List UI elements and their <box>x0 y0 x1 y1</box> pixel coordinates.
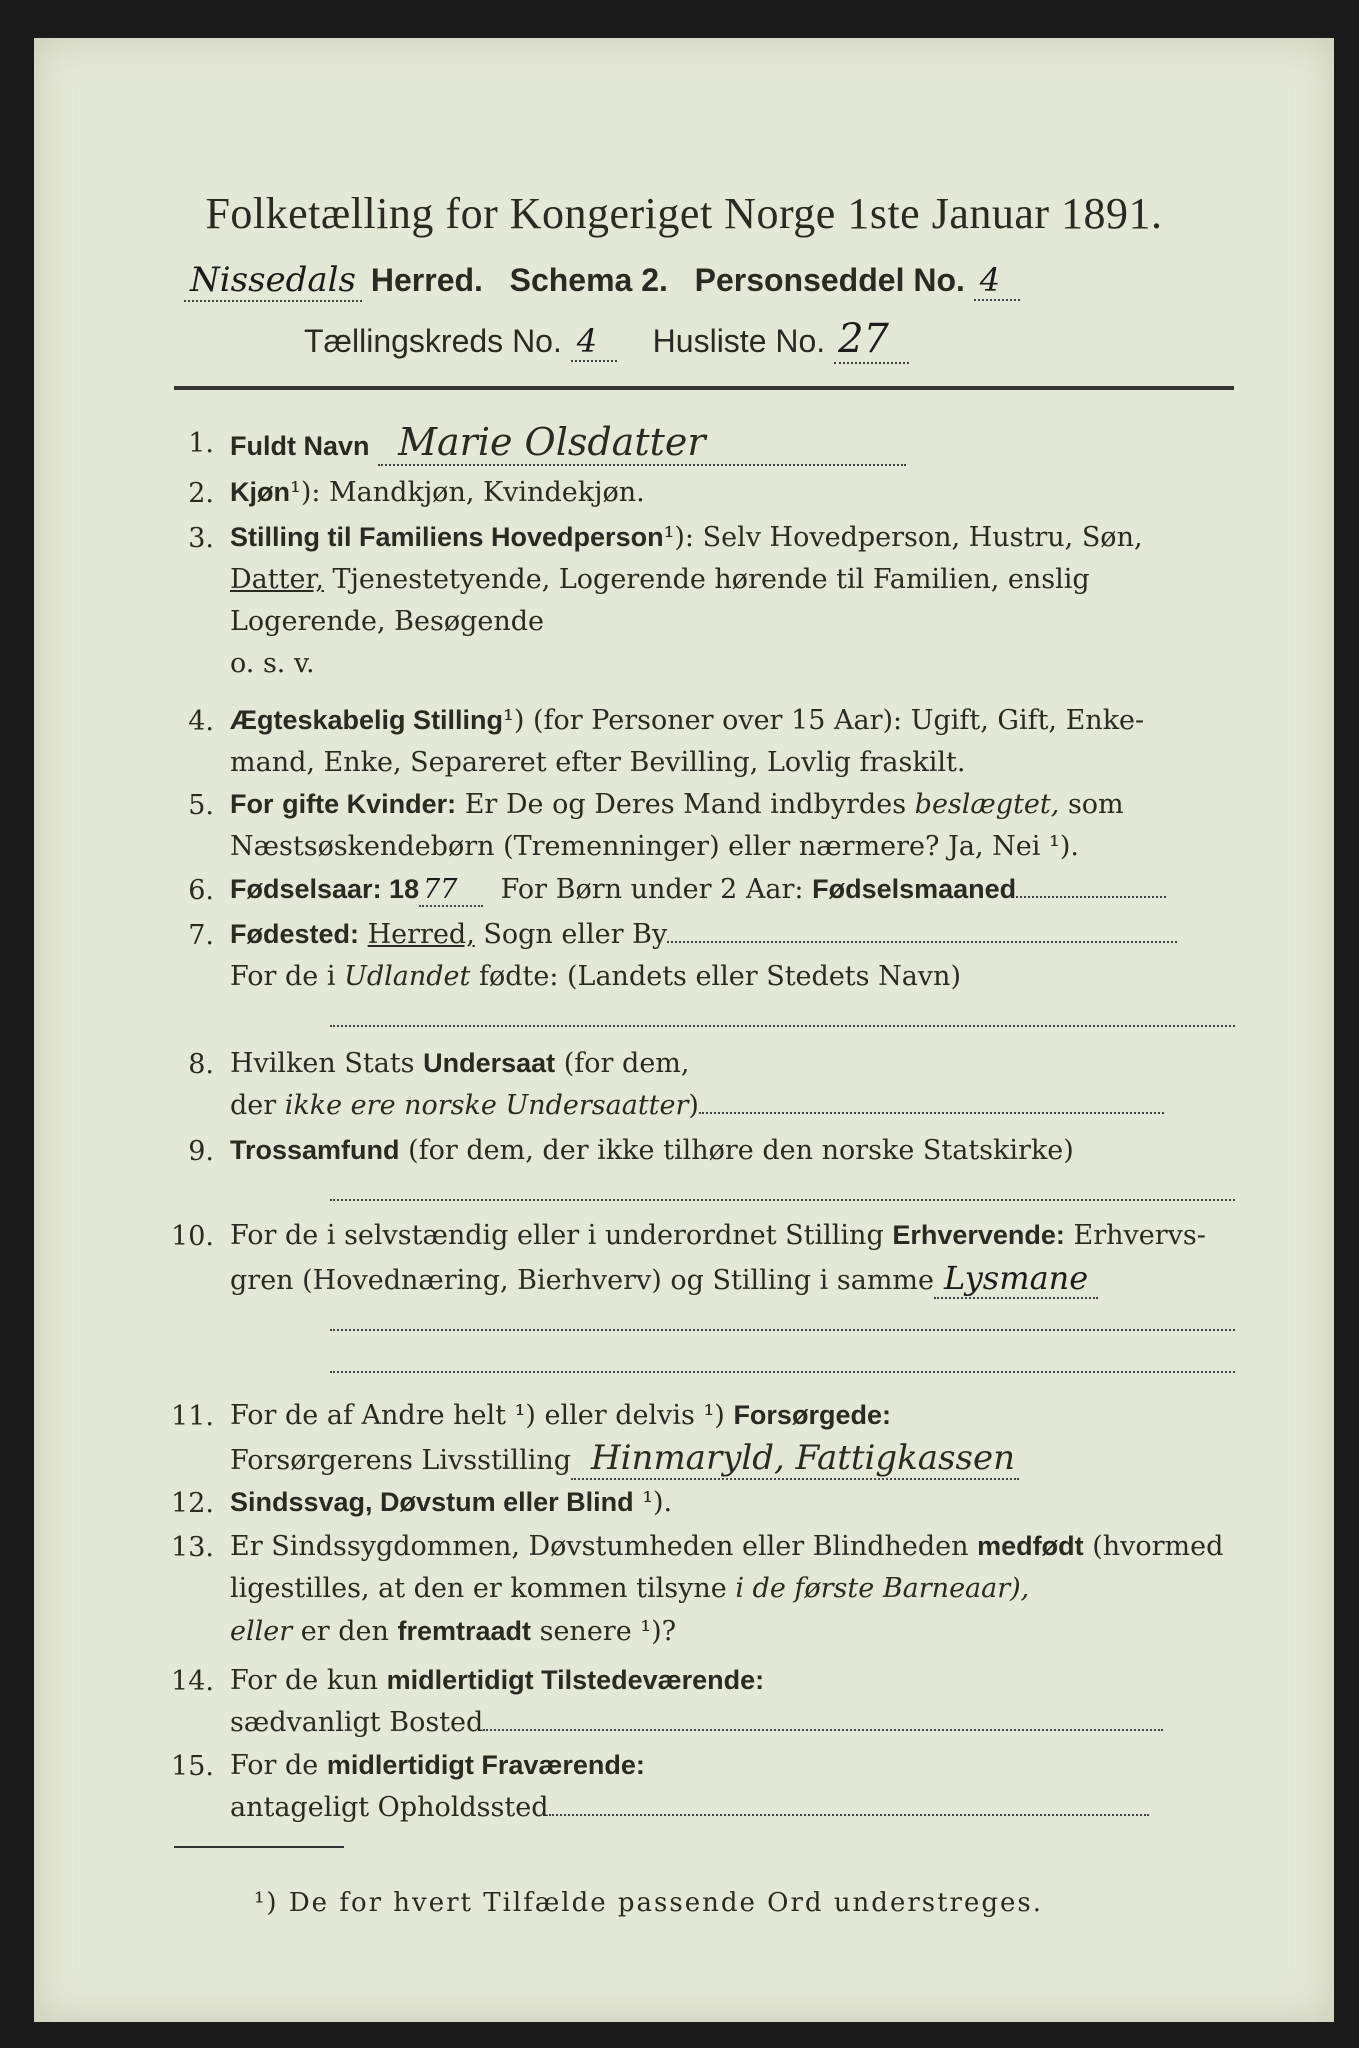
blank-line <box>330 1198 1235 1201</box>
item-label: Forsørgede: <box>733 1400 891 1430</box>
item-text: eller <box>230 1616 293 1647</box>
personseddel-handwritten: 4 <box>974 261 1020 301</box>
item-label: midlertidigt Fraværende: <box>326 1750 645 1780</box>
item-number: 1. <box>188 428 214 459</box>
kreds-label: Tællingskreds No. <box>304 323 562 359</box>
item-text: For Børn under 2 Aar: <box>500 874 804 905</box>
item-number: 14. <box>171 1666 214 1697</box>
item-label: fremtraadt <box>397 1616 531 1646</box>
item-text: For de af Andre helt ¹) eller delvis ¹) <box>230 1400 725 1431</box>
form-title: Folketælling for Kongeriget Norge 1ste Januar 1891. <box>205 189 1163 238</box>
item-6 <box>230 868 1240 911</box>
item-text: Forsørgerens Livsstilling <box>230 1445 572 1476</box>
schema-label: Schema 2. <box>509 262 668 298</box>
item-label: Fødselsaar: 18 <box>230 874 420 904</box>
herred-handwritten: Nissedals <box>184 260 362 302</box>
item-text: i de første Barneaar), <box>735 1573 1030 1604</box>
item-number: 9. <box>188 1136 214 1167</box>
item-11 <box>230 1394 1310 1482</box>
item-text: o. s. v. <box>230 648 315 679</box>
item-number: 15. <box>171 1751 214 1782</box>
item-text: Logerende, Besøgende <box>230 606 544 637</box>
item-text: Næstsøskendebørn (Tremenninger) eller nærmere? Ja, Nei ¹). <box>230 831 1079 862</box>
item-text: der <box>230 1090 277 1121</box>
item-text: Hvilken Stats <box>230 1048 415 1079</box>
item-text: ¹). <box>642 1487 673 1518</box>
item-text: For de i <box>230 961 336 992</box>
item-text: For <box>230 789 274 819</box>
herred-label: Herred. <box>370 262 483 298</box>
item-text: sædvanligt Bosted <box>230 1707 484 1738</box>
header-line-herred <box>184 260 1020 300</box>
blank-line <box>330 1370 1235 1373</box>
footnote-divider <box>174 1846 344 1848</box>
item-text: er den <box>300 1616 389 1647</box>
item-label: Fødselsmaaned <box>812 874 1017 904</box>
item-number: 13. <box>171 1532 214 1563</box>
item-12 <box>230 1481 672 1524</box>
item-number: 3. <box>188 523 214 554</box>
item-14 <box>230 1659 1240 1744</box>
item-text: antageligt Opholdssted <box>230 1792 549 1823</box>
item-label: Kjøn <box>230 477 290 507</box>
item-8 <box>230 1042 1240 1127</box>
item-label: Stilling til Familiens Hovedperson <box>230 522 664 552</box>
item-13 <box>230 1525 1240 1653</box>
item-7 <box>230 913 1240 1040</box>
item-label: Trossamfund <box>230 1135 400 1165</box>
item-text: senere ¹)? <box>539 1616 677 1647</box>
item-3 <box>230 516 1240 685</box>
item-text: Er Sindssygdommen, Døvstumheden eller Blindheden <box>230 1531 969 1562</box>
header-divider <box>174 386 1234 390</box>
item-text: For de i selvstændig eller i underordnet Stilling <box>230 1220 884 1251</box>
item-text: Tjenestetyende, Logerende hørende til Familien, enslig <box>332 564 1090 595</box>
item-number: 5. <box>188 790 214 821</box>
item-1 <box>230 421 1230 468</box>
item-text: Erhvervs- <box>1073 1220 1206 1251</box>
item-number: 11. <box>171 1401 214 1432</box>
birthyear-handwritten: 77 <box>419 874 483 907</box>
blank-line <box>483 1728 1163 1731</box>
underlined-answer: Herred, <box>367 919 475 950</box>
blank-line <box>699 1111 1164 1114</box>
blank-line <box>330 1024 1235 1027</box>
item-label: Fuldt Navn <box>230 431 370 461</box>
item-label: Ægteskabelig Stilling <box>230 705 504 735</box>
item-9 <box>230 1129 1240 1214</box>
footnote: ¹) De for hvert Tilfælde passende Ord understreges. <box>254 1888 1044 1918</box>
husliste-handwritten: 27 <box>834 316 909 364</box>
underlined-answer: Datter, <box>230 564 324 595</box>
item-number: 8. <box>188 1049 214 1080</box>
item-number: 12. <box>171 1488 214 1519</box>
occupation-handwritten: Lysmane <box>934 1259 1098 1299</box>
item-text: ikke ere norske Undersaatter <box>284 1090 689 1121</box>
item-2 <box>230 471 645 514</box>
census-form <box>34 38 1334 2022</box>
blank-line <box>330 1328 1235 1331</box>
item-text: For de kun <box>230 1665 378 1696</box>
item-number: 6. <box>188 875 214 906</box>
husliste-label: Husliste No. <box>652 323 826 359</box>
item-text: (for dem, der ikke tilhøre den norske Statskirke) <box>408 1135 1074 1166</box>
item-text: gren (Hovednæring, Bierhverv) og Stilling i samme <box>230 1265 935 1296</box>
item-text: For de <box>230 1750 319 1781</box>
item-text: (for dem, <box>563 1048 690 1079</box>
item-label: Fødested: <box>230 919 360 949</box>
item-text: fødte: (Landets eller Stedets Navn) <box>478 961 961 992</box>
item-text: ¹) (for Personer over 15 Aar): Ugift, Gift, Enke- <box>503 705 1145 736</box>
item-number: 10. <box>171 1221 214 1252</box>
item-text: beslægtet, <box>914 789 1060 820</box>
item-text: ligestilles, at den er kommen tilsyne <box>230 1573 727 1604</box>
item-label: Undersaat <box>423 1048 556 1078</box>
item-label: gifte Kvinder: <box>282 789 457 819</box>
item-text: som <box>1067 789 1124 820</box>
item-label: medfødt <box>977 1531 1084 1561</box>
item-number: 4. <box>188 706 214 737</box>
item-text: mand, Enke, Separeret efter Bevilling, Lovlig fraskilt. <box>230 747 966 778</box>
provider-handwritten: Hinmaryld, Fattigkassen <box>571 1438 1019 1480</box>
blank-line <box>667 940 1177 943</box>
blank-line <box>549 1813 1149 1816</box>
item-text: Er De og Deres Mand indbyrdes <box>464 789 907 820</box>
item-text: Sogn eller By <box>483 919 668 950</box>
item-number: 2. <box>188 478 214 509</box>
item-label: Sindssvag, Døvstum eller Blind <box>230 1487 634 1517</box>
item-number: 7. <box>188 920 214 951</box>
item-text: ) <box>688 1090 699 1121</box>
blank-line <box>1016 895 1166 898</box>
item-text: ¹): Mandkjøn, Kvindekjøn. <box>290 477 645 508</box>
item-4 <box>230 699 1240 784</box>
item-text: (hvormed <box>1092 1531 1224 1562</box>
kreds-handwritten: 4 <box>571 322 617 362</box>
item-text: ¹): Selv Hovedperson, Hustru, Søn, <box>663 522 1143 553</box>
item-text: Udlandet <box>344 961 471 992</box>
name-handwritten: Marie Olsdatter <box>378 420 905 466</box>
header-line-kreds <box>304 316 909 362</box>
item-label: midlertidigt Tilstedeværende: <box>386 1665 765 1695</box>
personseddel-label: Personseddel No. <box>694 262 965 298</box>
item-5 <box>230 783 1240 868</box>
item-10 <box>230 1214 1240 1386</box>
item-label: Erhvervende: <box>892 1220 1065 1250</box>
item-15 <box>230 1744 1240 1829</box>
